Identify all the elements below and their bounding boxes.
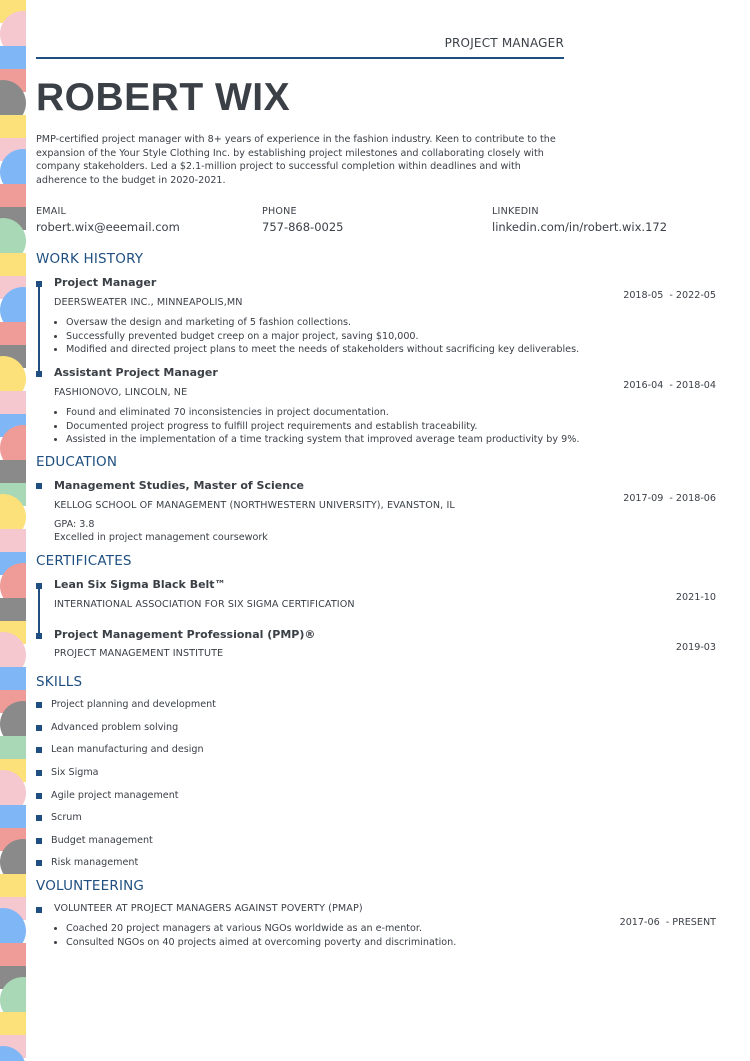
candidate-name: ROBERT WIX: [36, 76, 291, 119]
timeline-marker: [36, 907, 42, 913]
decorative-block: [0, 184, 26, 207]
decorative-block: [0, 943, 26, 966]
skill-text: Six Sigma: [51, 767, 99, 778]
decorative-block: [0, 736, 26, 759]
timeline-marker: [36, 583, 42, 589]
skill-text: Budget management: [51, 835, 153, 846]
decorative-block: [0, 598, 26, 621]
bullet-item: • Oversaw the design and marketing of 5 fashion collections.: [66, 316, 579, 330]
certificate-date: 2021-10: [675, 592, 716, 603]
volunteering-entry: [36, 903, 716, 953]
bullet-item: • Documented project progress to fulfill project requirements and establish traceability.: [66, 420, 579, 434]
certificate-name: Project Management Professional (PMP)®: [54, 628, 316, 641]
volunteer-role: VOLUNTEER AT PROJECT MANAGERS AGAINST POVERTY (PMAP): [54, 903, 363, 914]
bullet-square: [36, 770, 42, 776]
decorative-block: [0, 46, 26, 69]
job-bullets: [66, 406, 579, 447]
job-company: DEERSWEATER INC., MINNEAPOLIS,MN: [54, 297, 243, 308]
skill-text: Advanced problem solving: [51, 722, 179, 733]
section-title-certificates: CERTIFICATES: [36, 553, 132, 569]
decorative-block: [0, 667, 26, 690]
decorative-block: [0, 460, 26, 483]
section-title-education: EDUCATION: [36, 454, 118, 470]
timeline-marker: [36, 483, 42, 489]
bullet-item: • Modified and directed project plans to meet the needs of stakeholders without sacrificing key deliverables.: [66, 343, 579, 357]
timeline-marker: [36, 633, 42, 639]
resume-page: [36, 0, 716, 1061]
phone-value: 757-868-0025: [262, 220, 344, 234]
bullet-square: [36, 702, 42, 708]
section-title-skills: SKILLS: [36, 674, 83, 690]
skill-text: Risk management: [51, 857, 139, 868]
email-value: robert.wix@eeemail.com: [36, 220, 180, 234]
skill-text: Lean manufacturing and design: [51, 744, 204, 755]
section-title-work-history: WORK HISTORY: [36, 251, 144, 267]
bullet-square: [36, 815, 42, 821]
education-note: Excelled in project management coursework: [54, 532, 268, 543]
decorative-block: [0, 1012, 26, 1035]
linkedin-label: LINKEDIN: [492, 206, 539, 217]
certificate-date: 2019-03: [675, 642, 716, 653]
contact-phone: [262, 206, 343, 234]
bullet-square: [36, 860, 42, 866]
contact-email: [36, 206, 180, 234]
bullet-item: • Successfully prevented budget creep on a major project, saving $10,000.: [66, 330, 579, 344]
skill-text: Agile project management: [51, 790, 179, 801]
certificate-entry: [36, 628, 716, 673]
degree-title: Management Studies, Master of Science: [54, 479, 305, 492]
job-title: PROJECT MANAGER: [444, 36, 564, 50]
decorative-block: [0, 115, 26, 138]
bullet-square: [36, 793, 42, 799]
education-dates: 2017-09 - 2018-06: [623, 493, 716, 504]
decorative-block: [0, 529, 26, 552]
work-entry: [36, 276, 716, 366]
bullet-item: • Consulted NGOs on 40 projects aimed at overcoming poverty and discrimination.: [66, 936, 456, 950]
volunteer-bullets: [66, 922, 456, 949]
decorative-block: [0, 253, 26, 276]
timeline-marker: [36, 371, 42, 377]
decorative-block: [0, 391, 26, 414]
linkedin-value: linkedin.com/in/robert.wix.172: [492, 220, 668, 234]
certificate-entry: [36, 578, 716, 623]
bullet-square: [36, 747, 42, 753]
skill-text: Project planning and development: [51, 699, 216, 710]
certificate-name: Lean Six Sigma Black Belt™: [54, 578, 226, 591]
job-dates: 2016-04 - 2018-04: [623, 380, 716, 391]
skill-text: Scrum: [51, 812, 82, 823]
gpa-value: GPA: 3.8: [54, 519, 95, 530]
decorative-block: [0, 322, 26, 345]
bullet-square: [36, 725, 42, 731]
job-role: Assistant Project Manager: [54, 366, 218, 379]
phone-label: PHONE: [262, 206, 297, 217]
job-company: FASHIONOVO, LINCOLN, NE: [54, 387, 188, 398]
job-bullets: [66, 316, 579, 357]
certificate-issuer: PROJECT MANAGEMENT INSTITUTE: [54, 648, 224, 659]
summary-paragraph: PMP-certified project manager with 8+ years of experience in the fashion industry. Keen to contribute to the expansion of the Your Style Clothing Inc. by establishing project milestones and collaborating closely with company stakeholders. Led a $2.1-million project to successful completion within deadlines and with adherence to the budget in 2020-2021.: [36, 134, 556, 186]
decorative-block: [0, 874, 26, 897]
timeline-marker: [36, 281, 42, 287]
bullet-item: • Coached 20 project managers at various NGOs worldwide as an e-mentor.: [66, 922, 456, 936]
school-name: KELLOG SCHOOL OF MANAGEMENT (NORTHWESTERN UNIVERSITY), EVANSTON, IL: [54, 500, 455, 511]
section-title-volunteering: VOLUNTEERING: [36, 878, 145, 894]
decorative-pattern-strip: [0, 0, 26, 1061]
email-label: EMAIL: [36, 206, 67, 217]
volunteer-dates: 2017-06 - PRESENT: [619, 917, 716, 928]
job-dates: 2018-05 - 2022-05: [623, 290, 716, 301]
bullet-square: [36, 838, 42, 844]
bullet-item: • Assisted in the implementation of a time tracking system that improved average team productivity by 9%.: [66, 433, 579, 447]
decorative-block: [0, 805, 26, 828]
education-entry: [36, 479, 716, 549]
work-entry: [36, 366, 716, 456]
job-role: Project Manager: [54, 276, 157, 289]
contact-linkedin: [492, 206, 667, 234]
title-divider: [36, 57, 564, 59]
bullet-item: • Found and eliminated 70 inconsistencies in project documentation.: [66, 406, 579, 420]
certificate-issuer: INTERNATIONAL ASSOCIATION FOR SIX SIGMA CERTIFICATION: [54, 599, 355, 610]
